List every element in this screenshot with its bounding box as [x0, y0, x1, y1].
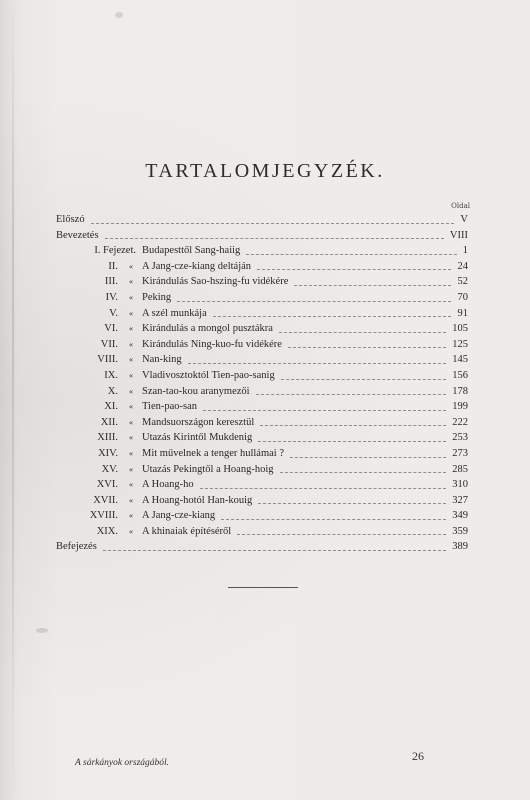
- dot-leader: [103, 549, 446, 551]
- toc-entry: [56, 368, 468, 384]
- page-number: 125: [452, 338, 468, 350]
- page-number: 253: [452, 432, 468, 444]
- dot-leader: [280, 471, 446, 473]
- chapter-number: IX.: [104, 369, 118, 381]
- dot-leader: [221, 518, 446, 520]
- entry-title: Kirándulás a mongol pusztákra: [142, 323, 273, 335]
- table-of-contents: [56, 212, 468, 555]
- dot-leader: [91, 222, 454, 224]
- toc-entry: [56, 337, 468, 353]
- chapter-number: IV.: [105, 291, 118, 303]
- ditto-mark: «: [129, 433, 133, 443]
- toc-entry: [56, 446, 468, 462]
- chapter-number: XIII.: [97, 432, 118, 444]
- ditto-mark: «: [129, 292, 133, 302]
- toc-entry: [56, 430, 468, 446]
- footer-book-title: A sárkányok országából.: [75, 758, 170, 768]
- chapter-number: XIX.: [96, 525, 118, 537]
- page-number: 178: [452, 385, 468, 397]
- page-title: TARTALOMJEGYZÉK.: [145, 160, 385, 182]
- page-number: 285: [452, 463, 468, 475]
- ditto-mark: «: [129, 370, 133, 380]
- toc-entry: [56, 212, 468, 228]
- ditto-mark: «: [129, 277, 133, 287]
- dot-leader: [290, 456, 446, 458]
- ditto-mark: «: [129, 402, 133, 412]
- toc-entry: [56, 508, 468, 524]
- dot-leader: [260, 424, 446, 426]
- chapter-number: XI.: [104, 401, 118, 413]
- dot-leader: [246, 253, 457, 255]
- chapter-number: VI.: [104, 323, 118, 335]
- dot-leader: [258, 502, 446, 504]
- entry-title: Vladivosztoktól Tien-pao-sanig: [142, 369, 275, 381]
- page-number: VIII: [449, 229, 468, 241]
- entry-title: A Jang-cze-kiang: [142, 510, 216, 522]
- page-number: 273: [452, 447, 468, 459]
- chapter-number: XVIII.: [89, 510, 118, 522]
- ink-spot: [115, 12, 123, 18]
- toc-entry: [56, 399, 468, 415]
- entry-title: Bevezetés: [56, 229, 99, 241]
- toc-entry: [56, 493, 468, 509]
- ditto-mark: «: [129, 386, 133, 396]
- page-number: 327: [452, 494, 468, 506]
- entry-title: Utazás Kirintől Mukdenig: [142, 432, 253, 444]
- chapter-number: II.: [108, 260, 118, 272]
- chapter-number: XV.: [101, 463, 118, 475]
- dot-leader: [213, 315, 451, 317]
- ditto-mark: «: [129, 308, 133, 318]
- dot-leader: [294, 284, 451, 286]
- dot-leader: [237, 533, 446, 535]
- toc-entry: [56, 384, 468, 400]
- chapter-number: III.: [104, 276, 118, 288]
- chapter-number: XII.: [100, 416, 118, 428]
- entry-title: A Jang-cze-kiang deltáján: [142, 260, 252, 272]
- dot-leader: [177, 300, 451, 302]
- entry-title: Utazás Pekingtől a Hoang-hoig: [142, 463, 274, 475]
- footer-sheet-number: 26: [412, 749, 424, 763]
- ditto-mark: «: [129, 480, 133, 490]
- page-number: 389: [452, 541, 468, 553]
- ditto-mark: «: [129, 526, 133, 536]
- ditto-mark: «: [129, 511, 133, 521]
- page-number: 91: [457, 307, 468, 319]
- dot-leader: [281, 378, 446, 380]
- toc-entry: [56, 290, 468, 306]
- ditto-mark: «: [129, 495, 133, 505]
- entry-title: Budapesttől Sang-haiig: [142, 245, 241, 257]
- toc-entry: [56, 321, 468, 337]
- entry-title: A khinaiak építéséről: [142, 525, 232, 537]
- dot-leader: [105, 237, 444, 239]
- toc-entry: [56, 306, 468, 322]
- page-number: 222: [452, 416, 468, 428]
- chapter-number: I. Fejezet.: [94, 245, 136, 257]
- entry-title: Kirándulás Ning-kuo-fu vidékére: [142, 338, 282, 350]
- page-column-label: Oldal: [451, 202, 470, 210]
- entry-title: Peking: [142, 291, 172, 303]
- page-number: 199: [452, 401, 468, 413]
- chapter-number: XIV.: [98, 447, 118, 459]
- chapter-number: X.: [107, 385, 118, 397]
- dot-leader: [256, 393, 446, 395]
- page-fold-shadow: [12, 0, 14, 800]
- page-number: 359: [452, 525, 468, 537]
- ditto-mark: «: [129, 448, 133, 458]
- dot-leader: [257, 268, 451, 270]
- toc-entry: [56, 539, 468, 555]
- page-number: 145: [452, 354, 468, 366]
- page-number: V: [460, 214, 468, 225]
- ditto-mark: «: [129, 324, 133, 334]
- toc-entry: [56, 243, 468, 259]
- entry-title: A Hoang-hotól Han-kouig: [142, 494, 253, 506]
- page-number: 70: [457, 291, 468, 303]
- chapter-number: VII.: [100, 338, 118, 350]
- ditto-mark: «: [129, 261, 133, 271]
- toc-entry: [56, 259, 468, 275]
- page-number: 105: [452, 323, 468, 335]
- toc-entry: [56, 274, 468, 290]
- dot-leader: [188, 362, 446, 364]
- ditto-mark: «: [129, 339, 133, 349]
- page-number: 349: [452, 510, 468, 522]
- page-number: 310: [452, 479, 468, 491]
- ink-spot: [36, 628, 48, 633]
- ditto-mark: «: [129, 464, 133, 474]
- page-number: 1: [462, 245, 468, 257]
- page-number: 156: [452, 369, 468, 381]
- chapter-number: V.: [109, 307, 118, 319]
- chapter-number: XVI.: [96, 479, 118, 491]
- dot-leader: [288, 346, 446, 348]
- toc-entry: [56, 462, 468, 478]
- entry-title: Kirándulás Sao-hszing-fu vidékére: [142, 276, 289, 288]
- toc-entry: [56, 477, 468, 493]
- chapter-number: XVII.: [93, 494, 118, 506]
- toc-entry: [56, 524, 468, 540]
- toc-entry: [56, 415, 468, 431]
- dot-leader: [203, 409, 446, 411]
- dot-leader: [258, 440, 446, 442]
- entry-title: Előszó: [56, 214, 85, 225]
- entry-title: A Hoang-ho: [142, 479, 194, 491]
- entry-title: Mit művelnek a tenger hullámai ?: [142, 447, 284, 459]
- ditto-mark: «: [129, 417, 133, 427]
- entry-title: Szan-tao-kou aranymezői: [142, 385, 250, 397]
- ditto-mark: «: [129, 355, 133, 365]
- entry-title: A szél munkája: [142, 307, 207, 319]
- entry-title: Tien-pao-san: [142, 401, 198, 413]
- entry-title: Nan-king: [142, 354, 182, 366]
- entry-title: Befejezés: [56, 541, 97, 553]
- dot-leader: [279, 331, 446, 333]
- toc-entry: [56, 228, 468, 244]
- entry-title: Mandsuországon keresztül: [142, 416, 255, 428]
- dot-leader: [200, 487, 446, 489]
- chapter-number: VIII.: [97, 354, 118, 366]
- page-number: 52: [457, 276, 468, 288]
- page-number: 24: [457, 260, 468, 272]
- end-rule: [228, 587, 298, 588]
- toc-entry: [56, 352, 468, 368]
